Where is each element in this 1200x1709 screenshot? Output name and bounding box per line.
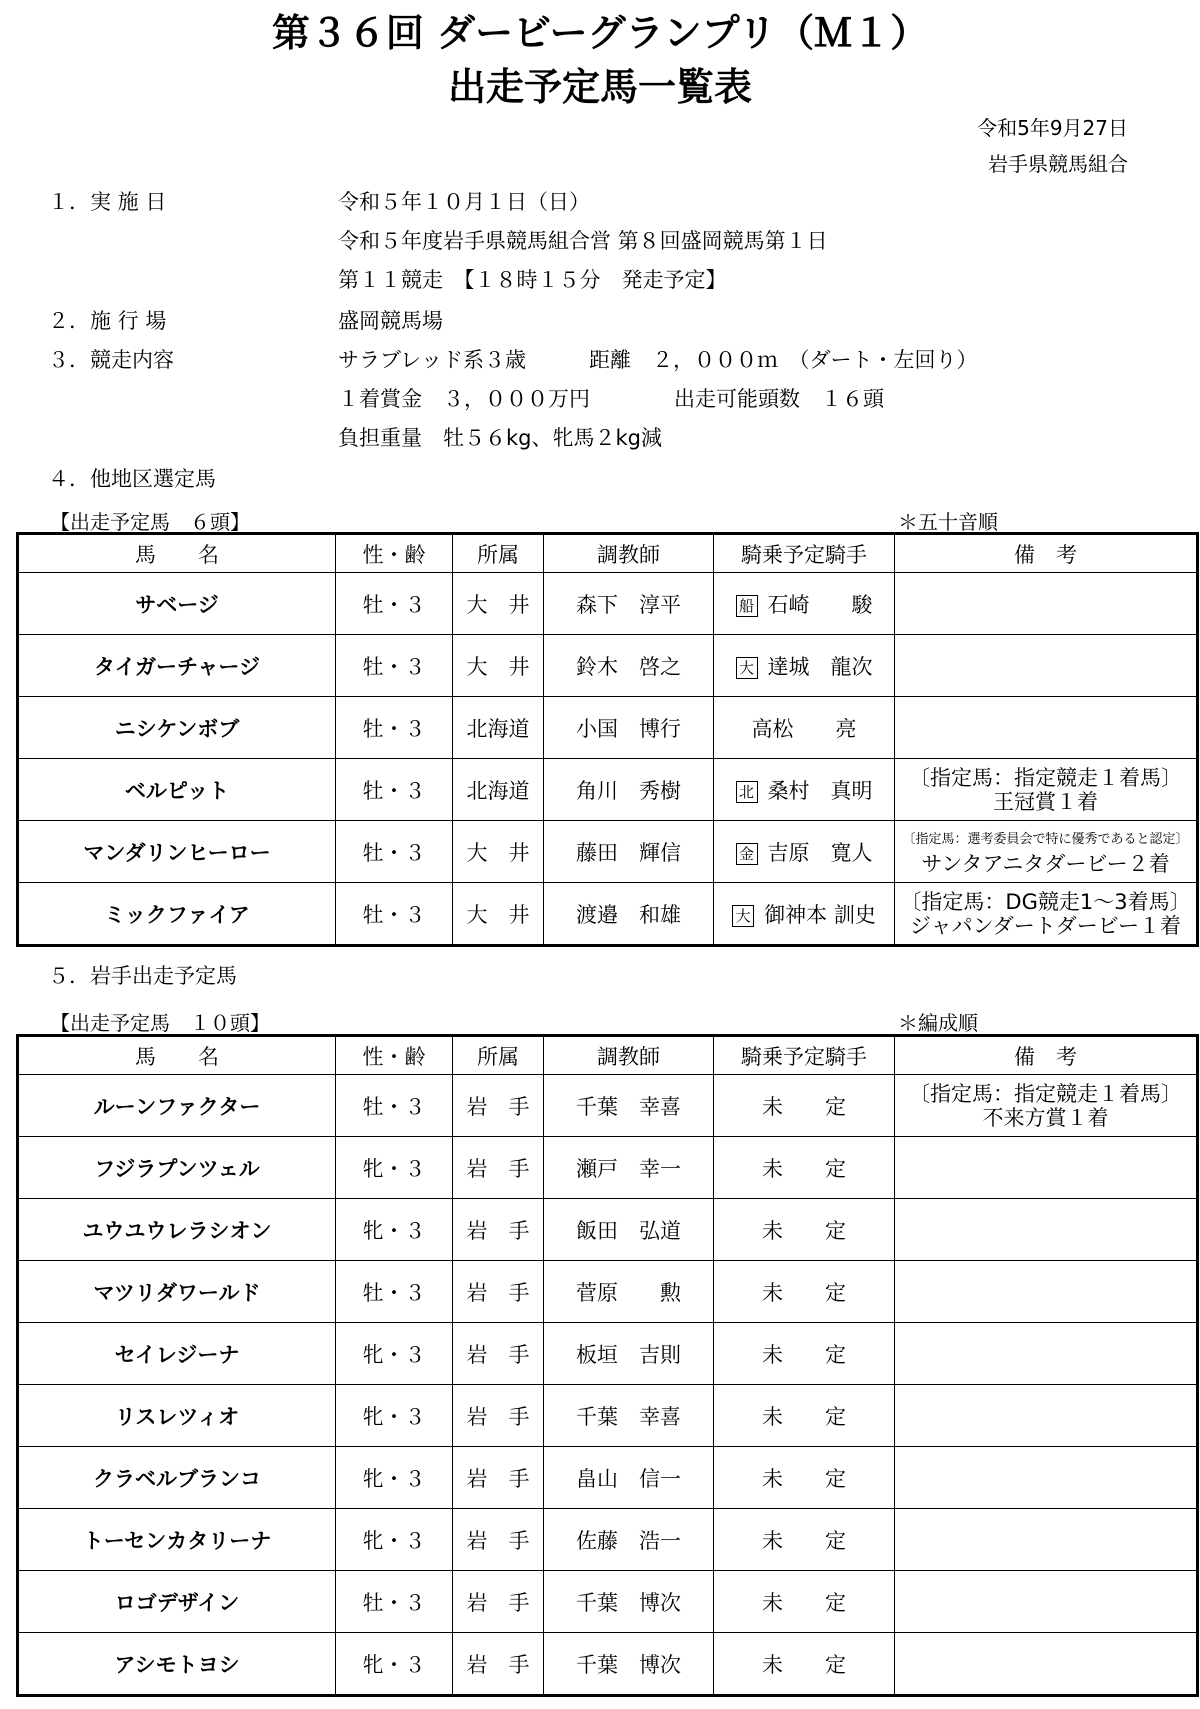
- horse-name: ユウユウレラシオン: [18, 1199, 336, 1261]
- sex-age: 牡・３: [336, 573, 453, 635]
- jockey-cell: [714, 1509, 895, 1571]
- remark-line-1: 〔指定馬：DG競走1～3着馬〕: [900, 889, 1191, 914]
- sex-age: 牡・３: [336, 697, 453, 759]
- page-title: 第３６回 ダービーグランプリ（Ｍ１）: [271, 10, 929, 55]
- table-row: [18, 821, 1198, 883]
- remark-line-2: 不来方賞１着: [982, 1105, 1109, 1130]
- jockey-cell: [714, 1571, 895, 1633]
- affiliation: 岩 手: [453, 1137, 544, 1199]
- affiliation: 岩 手: [453, 1509, 544, 1571]
- section-5-label: ５．岩手出走予定馬: [48, 964, 237, 988]
- remarks-cell: [895, 635, 1198, 697]
- page-subtitle: 出走予定馬一覧表: [447, 64, 752, 109]
- jockey-cell: [714, 1075, 895, 1137]
- remarks-cell: [895, 1199, 1198, 1261]
- section-4-label: ４．他地区選定馬: [48, 467, 216, 491]
- affiliation: 大 井: [453, 883, 544, 946]
- jockey-name: 御神本 訓史: [764, 902, 876, 927]
- remarks-cell: [895, 1137, 1198, 1199]
- jockey-name: 未 定: [762, 1342, 846, 1367]
- horse-name: ミックファイア: [18, 883, 336, 946]
- section-1-line-1: 令和５年１０月１日（日）: [338, 190, 590, 214]
- jockey-name: 高松 亮: [751, 716, 857, 741]
- jockey-name: 桑村 真明: [767, 778, 873, 803]
- sex-age: 牝・３: [336, 1137, 453, 1199]
- sex-age: 牝・３: [336, 1509, 453, 1571]
- trainer: 板垣 吉則: [544, 1323, 714, 1385]
- sex-age: 牝・３: [336, 1447, 453, 1509]
- remark-line-1: 〔指定馬：指定競走１着馬〕: [909, 765, 1182, 790]
- affiliation: 北海道: [453, 759, 544, 821]
- affiliation: 岩 手: [453, 1571, 544, 1633]
- horse-name: サベージ: [18, 573, 336, 635]
- affiliation: 岩 手: [453, 1261, 544, 1323]
- horse-name: タイガーチャージ: [18, 635, 336, 697]
- jockey-cell: [714, 821, 895, 883]
- trainer: 森下 淳平: [544, 573, 714, 635]
- affiliation: 岩 手: [453, 1633, 544, 1696]
- jockey-name: 未 定: [762, 1466, 846, 1491]
- table-row: [18, 697, 1198, 759]
- sex-age: 牡・３: [336, 1571, 453, 1633]
- section-3-line-2: １着賞金 ３，０００万円 出走可能頭数 １６頭: [338, 387, 884, 411]
- jockey-name: 未 定: [762, 1652, 846, 1677]
- remarks-cell: [895, 1633, 1198, 1696]
- section-3-line-3: 負担重量 牡５６kg、牝馬２kg減: [338, 426, 662, 450]
- jockey-name: 吉原 寛人: [767, 840, 873, 865]
- trainer: 瀬戸 幸一: [544, 1137, 714, 1199]
- trainer: 藤田 輝信: [544, 821, 714, 883]
- jockey-name: 未 定: [762, 1404, 846, 1429]
- jockey-cell: [714, 1261, 895, 1323]
- remarks-cell: [895, 883, 1198, 946]
- section-1-label: １．実 施 日: [48, 190, 167, 214]
- iwate-caption: 【出走予定馬 １０頭】: [50, 1011, 270, 1035]
- jockey-name: 未 定: [762, 1590, 846, 1615]
- trainer: 千葉 幸喜: [544, 1075, 714, 1137]
- affiliation: 岩 手: [453, 1385, 544, 1447]
- jockey-name: 未 定: [762, 1280, 846, 1305]
- sex-age: 牝・３: [336, 1385, 453, 1447]
- horse-name: ロゴデザイン: [18, 1571, 336, 1633]
- horse-name: ニシケンボブ: [18, 697, 336, 759]
- trainer: 小国 博行: [544, 697, 714, 759]
- jockey-affiliation-badge: 金: [736, 843, 758, 865]
- table-row: [18, 1447, 1198, 1509]
- jockey-cell: [714, 635, 895, 697]
- jockey-affiliation-badge: 北: [736, 781, 758, 803]
- jockey-name: 石崎 駿: [767, 592, 873, 617]
- column-header-trainer: 調教師: [544, 1036, 714, 1075]
- section-1-line-3: 第１１競走 【１８時１５分 発走予定】: [338, 268, 727, 292]
- jockey-cell: [714, 1385, 895, 1447]
- iwate-entries-table: [16, 1034, 1199, 1697]
- remark-line-2: 王冠賞１着: [993, 789, 1098, 814]
- jockey-cell: [714, 1323, 895, 1385]
- trainer: 角川 秀樹: [544, 759, 714, 821]
- jockey-affiliation-badge: 船: [736, 595, 758, 617]
- affiliation: 大 井: [453, 635, 544, 697]
- remarks-cell: [895, 573, 1198, 635]
- remarks-cell: [895, 1385, 1198, 1447]
- column-header-jockey: 騎乗予定騎手: [714, 534, 895, 573]
- trainer: 畠山 信一: [544, 1447, 714, 1509]
- horse-name: フジラプンツェル: [18, 1137, 336, 1199]
- remarks-cell: [895, 1571, 1198, 1633]
- table-row: [18, 1385, 1198, 1447]
- affiliation: 岩 手: [453, 1199, 544, 1261]
- horse-name: セイレジーナ: [18, 1323, 336, 1385]
- jockey-name: 未 定: [762, 1218, 846, 1243]
- remark-line-2: サンタアニタダービー２着: [921, 851, 1170, 876]
- remarks-cell: [895, 1261, 1198, 1323]
- sex-age: 牡・３: [336, 883, 453, 946]
- trainer: 千葉 幸喜: [544, 1385, 714, 1447]
- jockey-affiliation-badge: 大: [732, 905, 754, 927]
- sex-age: 牡・３: [336, 759, 453, 821]
- jockey-cell: [714, 759, 895, 821]
- sex-age: 牡・３: [336, 1261, 453, 1323]
- table-row: [18, 1261, 1198, 1323]
- remarks-cell: [895, 1509, 1198, 1571]
- table-row: [18, 573, 1198, 635]
- column-header-jockey: 騎乗予定騎手: [714, 1036, 895, 1075]
- remark-line-1: 〔指定馬：指定競走１着馬〕: [909, 1081, 1182, 1106]
- affiliation: 大 井: [453, 573, 544, 635]
- jockey-cell: [714, 1633, 895, 1696]
- remarks-cell: [895, 759, 1198, 821]
- jockey-cell: [714, 1447, 895, 1509]
- trainer: 佐藤 浩一: [544, 1509, 714, 1571]
- affiliation: 岩 手: [453, 1447, 544, 1509]
- table-row: [18, 1571, 1198, 1633]
- remarks-cell: [895, 697, 1198, 759]
- section-3-line-1: サラブレッド系３歳 距離 ２，０００ｍ （ダート・左回り）: [338, 348, 978, 372]
- trainer: 千葉 博次: [544, 1633, 714, 1696]
- column-header-affiliation: 所属: [453, 534, 544, 573]
- affiliation: 北海道: [453, 697, 544, 759]
- jockey-cell: [714, 573, 895, 635]
- table-row: [18, 759, 1198, 821]
- other-region-entries-table: [16, 532, 1199, 947]
- remarks-cell: [895, 1323, 1198, 1385]
- sex-age: 牡・３: [336, 1075, 453, 1137]
- section-3-label: ３．競走内容: [48, 348, 174, 372]
- remark-line-2: ジャパンダートダービー１着: [910, 913, 1181, 938]
- jockey-cell: [714, 697, 895, 759]
- remarks-cell: [895, 1075, 1198, 1137]
- trainer: 飯田 弘道: [544, 1199, 714, 1261]
- horse-name: マツリダワールド: [18, 1261, 336, 1323]
- remarks-cell: [895, 1447, 1198, 1509]
- trainer: 千葉 博次: [544, 1571, 714, 1633]
- jockey-cell: [714, 883, 895, 946]
- horse-name: ルーンファクター: [18, 1075, 336, 1137]
- affiliation: 大 井: [453, 821, 544, 883]
- table-header-row: [18, 1036, 1198, 1075]
- affiliation: 岩 手: [453, 1323, 544, 1385]
- remark-line-1: 〔指定馬：選考委員会で特に優秀であると認定〕: [902, 831, 1189, 847]
- issue-date: 令和5年9月27日: [977, 116, 1128, 140]
- column-header-remarks: 備 考: [895, 534, 1198, 573]
- jockey-affiliation-badge: 大: [736, 657, 758, 679]
- column-header-horse: 馬 名: [18, 1036, 336, 1075]
- sex-age: 牡・３: [336, 635, 453, 697]
- sex-age: 牝・３: [336, 1323, 453, 1385]
- table-row: [18, 635, 1198, 697]
- horse-name: クラベルブランコ: [18, 1447, 336, 1509]
- horse-name: ベルピット: [18, 759, 336, 821]
- horse-name: アシモトヨシ: [18, 1633, 336, 1696]
- section-1-line-2: 令和５年度岩手県競馬組合営 第８回盛岡競馬第１日: [338, 229, 828, 253]
- table-row: [18, 1633, 1198, 1696]
- column-header-horse: 馬 名: [18, 534, 336, 573]
- jockey-cell: [714, 1137, 895, 1199]
- trainer: 鈴木 啓之: [544, 635, 714, 697]
- section-2-label: ２．施 行 場: [48, 309, 167, 333]
- column-header-sex-age: 性・齢: [336, 534, 453, 573]
- section-2-value: 盛岡競馬場: [338, 309, 443, 333]
- sex-age: 牝・３: [336, 1199, 453, 1261]
- column-header-affiliation: 所属: [453, 1036, 544, 1075]
- jockey-name: 未 定: [762, 1094, 846, 1119]
- jockey-cell: [714, 1199, 895, 1261]
- table-row: [18, 1137, 1198, 1199]
- other-region-order-note: ＊五十音順: [898, 510, 998, 534]
- horse-name: マンダリンヒーロー: [18, 821, 336, 883]
- table-row: [18, 1075, 1198, 1137]
- sex-age: 牝・３: [336, 1633, 453, 1696]
- other-region-caption: 【出走予定馬 ６頭】: [50, 510, 250, 534]
- remarks-cell: [895, 821, 1198, 883]
- jockey-name: 達城 龍次: [767, 654, 873, 679]
- trainer: 渡邉 和雄: [544, 883, 714, 946]
- table-row: [18, 1323, 1198, 1385]
- table-row: [18, 1199, 1198, 1261]
- table-row: [18, 883, 1198, 946]
- column-header-trainer: 調教師: [544, 534, 714, 573]
- affiliation: 岩 手: [453, 1075, 544, 1137]
- table-row: [18, 1509, 1198, 1571]
- jockey-name: 未 定: [762, 1156, 846, 1181]
- jockey-name: 未 定: [762, 1528, 846, 1553]
- organization: 岩手県競馬組合: [988, 152, 1128, 176]
- horse-name: リスレツィオ: [18, 1385, 336, 1447]
- iwate-order-note: ＊編成順: [898, 1011, 978, 1035]
- column-header-remarks: 備 考: [895, 1036, 1198, 1075]
- trainer: 菅原 勲: [544, 1261, 714, 1323]
- horse-name: トーセンカタリーナ: [18, 1509, 336, 1571]
- sex-age: 牡・３: [336, 821, 453, 883]
- column-header-sex-age: 性・齢: [336, 1036, 453, 1075]
- table-header-row: [18, 534, 1198, 573]
